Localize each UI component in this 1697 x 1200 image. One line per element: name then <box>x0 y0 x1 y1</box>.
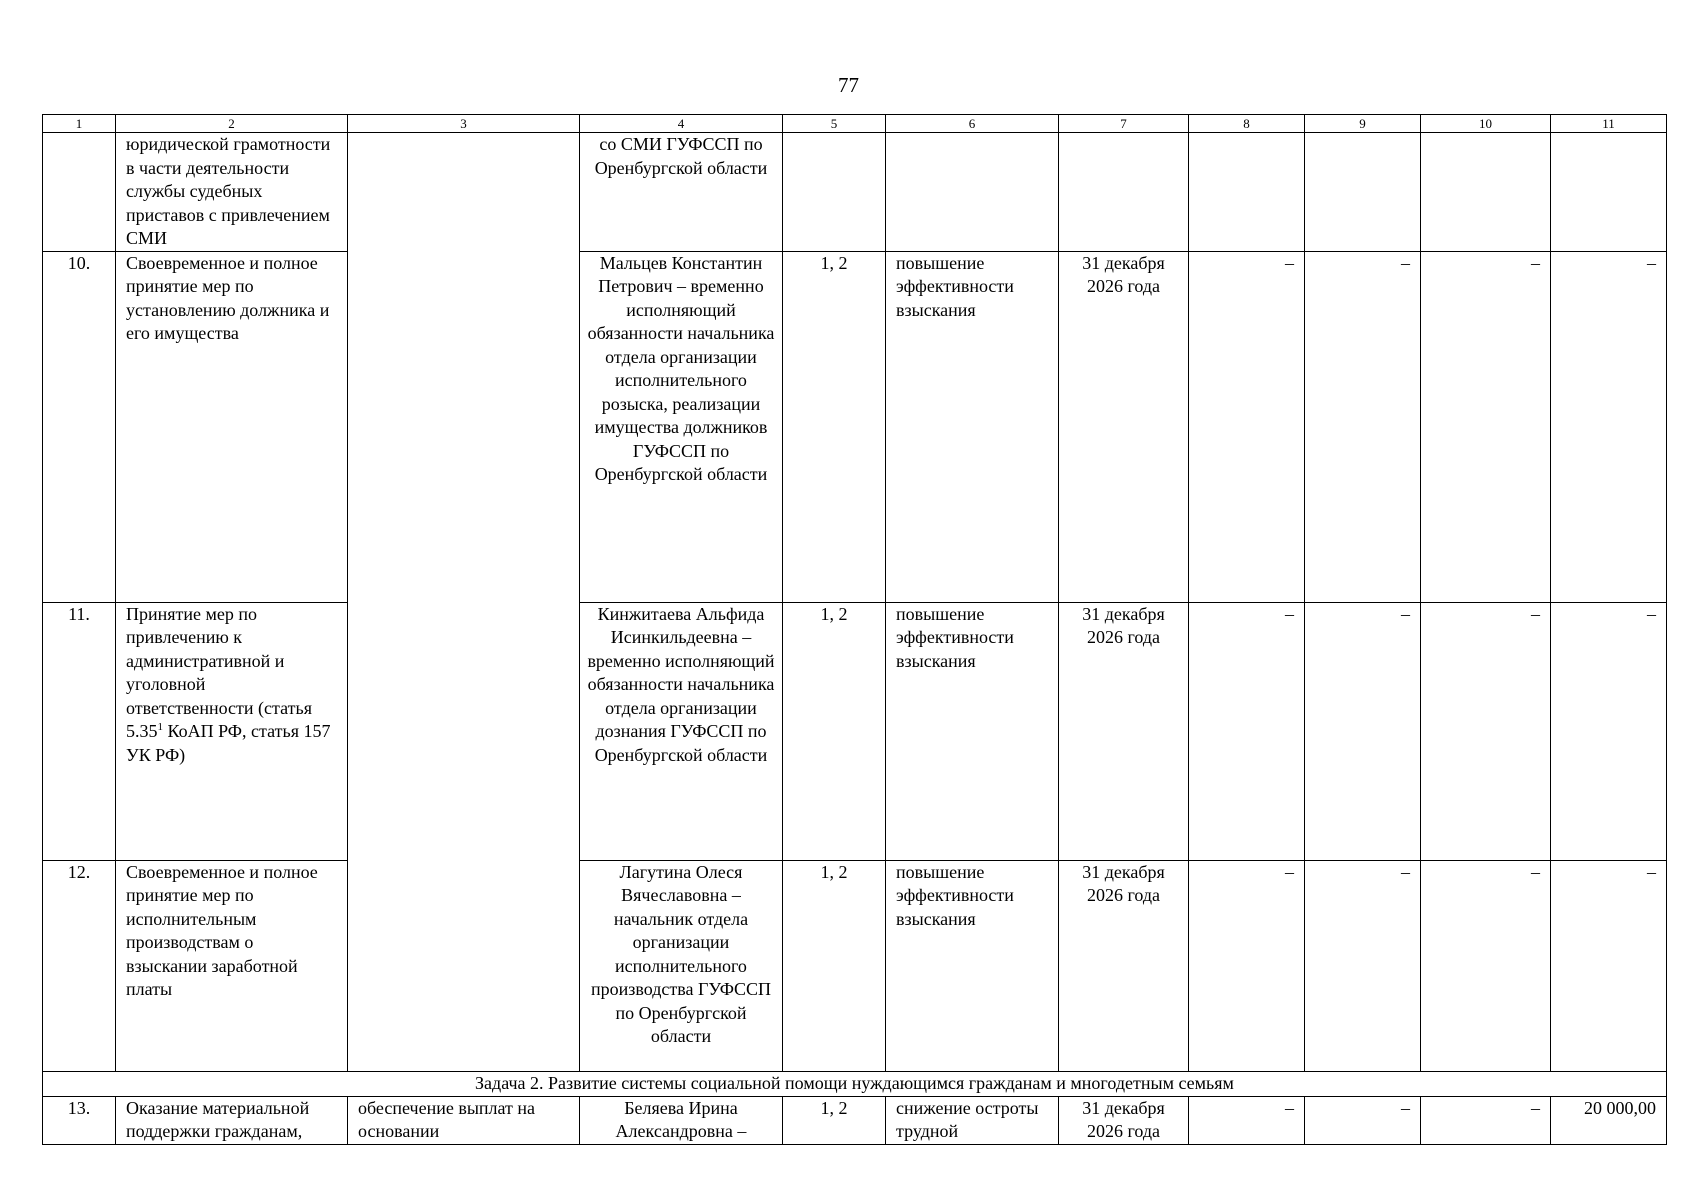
table-row-continued <box>43 133 1667 252</box>
column-number: 3 <box>348 115 580 133</box>
funding-cell: – <box>1189 251 1305 602</box>
result-cell: повышение эффективности взыскания <box>886 602 1059 860</box>
funding-cell <box>1305 133 1421 252</box>
measure-name-cell: Своевременное и полное принятие мер по установлению должника и его имущества <box>116 251 348 602</box>
task-heading-row <box>43 1071 1667 1096</box>
funding-cell: – <box>1421 602 1551 860</box>
measure-name-cell: Своевременное и полное принятие мер по исполнительным производствам о взыскании заработной платы <box>116 860 348 1071</box>
row-number-cell: 12. <box>43 860 116 1071</box>
responsible-cell: Лагутина Олеся Вячеславовна – начальник отдела организации исполнительного производства ГУФССП по Оренбургской области <box>580 860 783 1071</box>
superscript-marker: 1 <box>157 721 163 733</box>
funding-cell: – <box>1421 251 1551 602</box>
task-number-cell: 1, 2 <box>783 602 886 860</box>
measure-name-cell: юридической грамотности в части деятельности службы судебных приставов с привлечением СМИ <box>116 133 348 252</box>
responsible-cell: Беляева Ирина Александровна – <box>580 1096 783 1144</box>
funding-cell: – <box>1551 860 1667 1071</box>
column-number: 7 <box>1059 115 1189 133</box>
table-row <box>43 251 1667 602</box>
funding-cell: – <box>1421 1096 1551 1144</box>
column-number: 1 <box>43 115 116 133</box>
column-number: 2 <box>116 115 348 133</box>
measure-name-cell <box>116 602 348 860</box>
measures-table <box>42 114 1667 1145</box>
funding-cell: – <box>1551 251 1667 602</box>
funding-cell: – <box>1305 1096 1421 1144</box>
task-number-cell: 1, 2 <box>783 860 886 1071</box>
task-number-cell: 1, 2 <box>783 1096 886 1144</box>
table-row <box>43 1096 1667 1144</box>
basis-cell: обеспечение выплат на основании <box>348 1096 580 1144</box>
page-number: 77 <box>838 73 859 97</box>
column-number: 9 <box>1305 115 1421 133</box>
column-number: 5 <box>783 115 886 133</box>
funding-cell: – <box>1421 860 1551 1071</box>
task-heading: Задача 2. Развитие системы социальной помощи нуждающимся гражданам и многодетным семьям <box>43 1071 1667 1096</box>
result-cell <box>886 133 1059 252</box>
result-cell: снижение остроты трудной <box>886 1096 1059 1144</box>
funding-cell: – <box>1189 602 1305 860</box>
funding-cell: – <box>1189 860 1305 1071</box>
funding-cell: – <box>1305 602 1421 860</box>
column-number: 11 <box>1551 115 1667 133</box>
funding-cell <box>1189 133 1305 252</box>
responsible-cell: Кинжитаева Альфида Исинкильдеевна – временно исполняющий обязанности начальника отдела организации дознания ГУФССП по Оренбургской области <box>580 602 783 860</box>
row-number-cell: 11. <box>43 602 116 860</box>
task-number-cell <box>783 133 886 252</box>
deadline-cell: 31 декабря 2026 года <box>1059 602 1189 860</box>
funding-cell: – <box>1189 1096 1305 1144</box>
deadline-cell: 31 декабря 2026 года <box>1059 1096 1189 1144</box>
column-number: 10 <box>1421 115 1551 133</box>
deadline-cell: 31 декабря 2026 года <box>1059 860 1189 1071</box>
result-cell: повышение эффективности взыскания <box>886 860 1059 1071</box>
deadline-cell: 31 декабря 2026 года <box>1059 251 1189 602</box>
table-row <box>43 602 1667 860</box>
funding-cell: – <box>1305 860 1421 1071</box>
column-numbers-row <box>43 115 1667 133</box>
result-cell: повышение эффективности взыскания <box>886 251 1059 602</box>
responsible-cell: Мальцев Константин Петрович – временно исполняющий обязанности начальника отдела организации исполнительного розыска, реализации имущества должников ГУФССП по Оренбургской области <box>580 251 783 602</box>
funding-cell: – <box>1305 251 1421 602</box>
column-number: 4 <box>580 115 783 133</box>
row-number-cell: 13. <box>43 1096 116 1144</box>
row-number-cell: 10. <box>43 251 116 602</box>
funding-cell <box>1421 133 1551 252</box>
column-number: 8 <box>1189 115 1305 133</box>
column-number: 6 <box>886 115 1059 133</box>
measure-name-cell: Оказание материальной поддержки гражданам, <box>116 1096 348 1144</box>
funding-cell: 20 000,00 <box>1551 1096 1667 1144</box>
measure-name-text: Принятие мер по привлечению к административной и уголовной ответственности (статья 5.35 <box>126 603 312 741</box>
deadline-cell <box>1059 133 1189 252</box>
row-number-cell <box>43 133 116 252</box>
table-row <box>43 860 1667 1071</box>
funding-cell <box>1551 133 1667 252</box>
basis-cell-merged <box>348 133 580 1072</box>
task-number-cell: 1, 2 <box>783 251 886 602</box>
measure-name-text-rest: КоАП РФ, статья 157 УК РФ) <box>126 721 331 765</box>
responsible-cell: со СМИ ГУФССП по Оренбургской области <box>580 133 783 252</box>
funding-cell: – <box>1551 602 1667 860</box>
